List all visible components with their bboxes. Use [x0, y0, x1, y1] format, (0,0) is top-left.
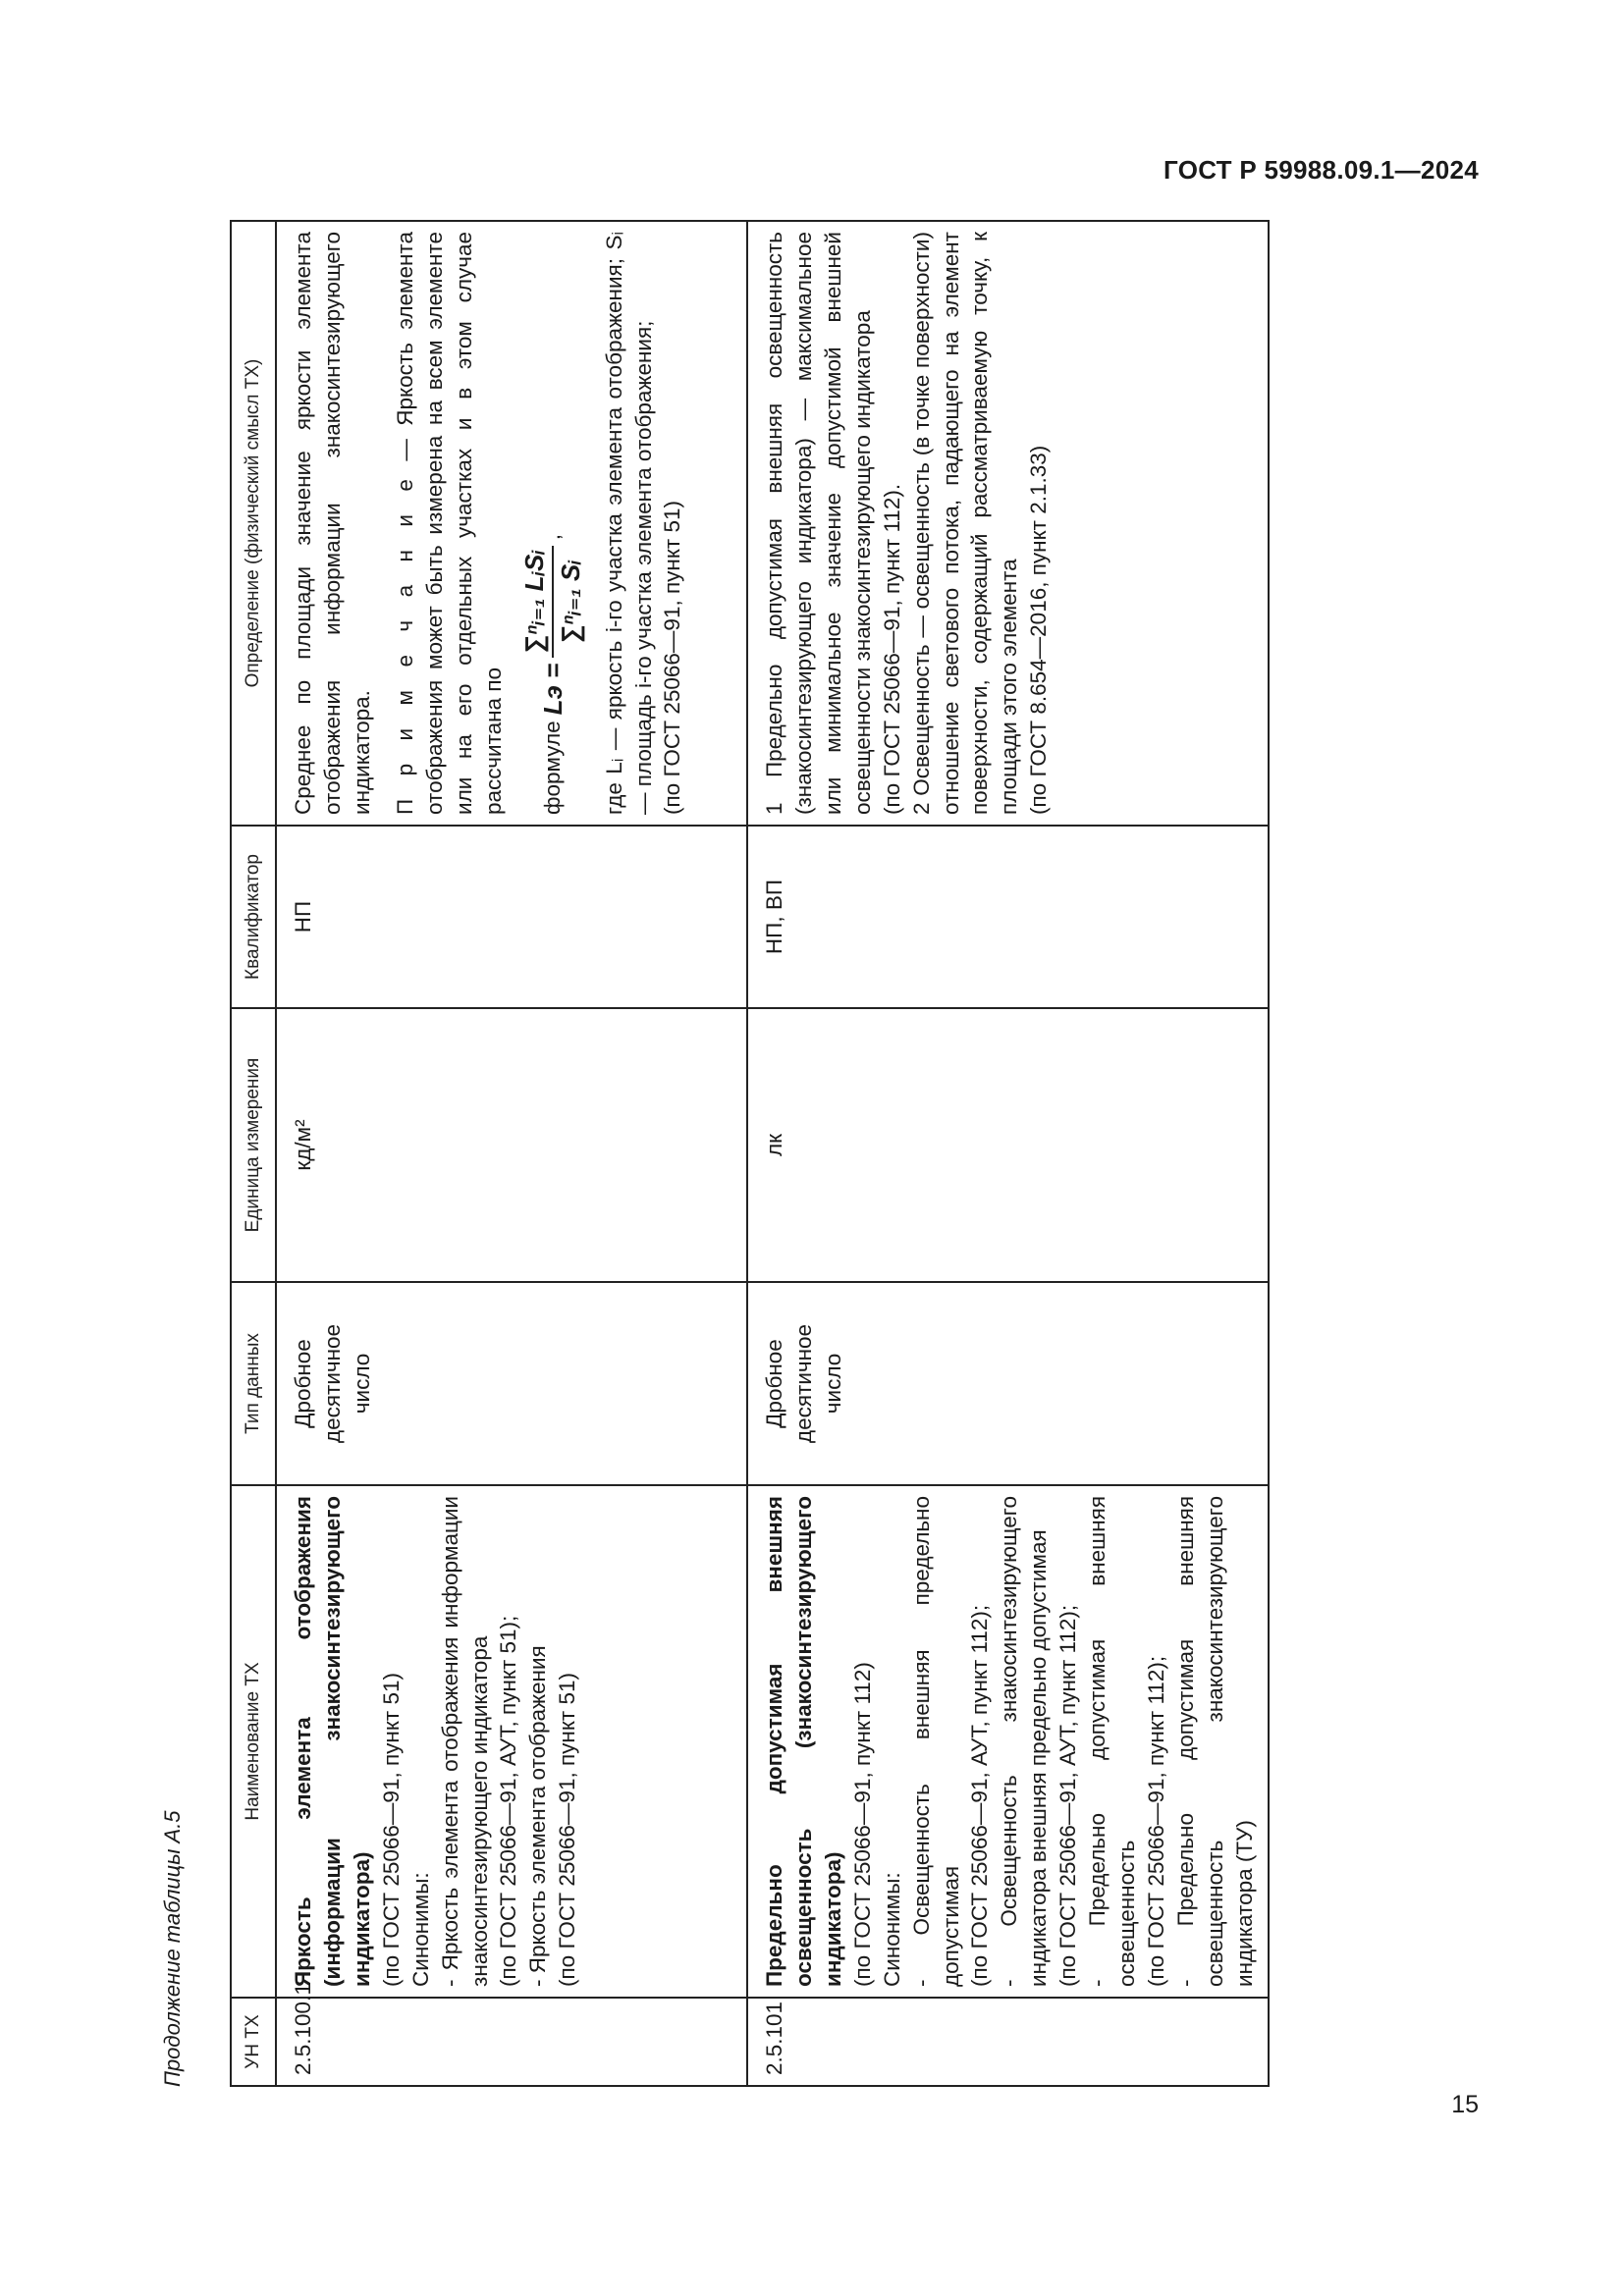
- formula-lhs: Lэ =: [537, 663, 568, 716]
- row-name-line: Синонимы:: [407, 1872, 433, 1987]
- row-data-type: Дробное десятичное число: [747, 1282, 1269, 1485]
- row-unit: лк: [747, 1008, 1269, 1282]
- row-name-line: - Освещенность внешняя предельно допустимая: [908, 1496, 963, 1987]
- row-name: [747, 1485, 1269, 1998]
- table-row: [276, 221, 747, 2086]
- row-qualifier: НП, ВП: [747, 826, 1269, 1008]
- definition-source: (по ГОСТ 25066—91, пункт 51): [660, 501, 685, 815]
- row-name-title: Предельно допустимая внешняя освещенность (знакосинтезирующего индикатора): [762, 1496, 845, 1987]
- row-name-line: - Яркость элемента отображения информации знакосинтезирующего индикатора: [437, 1496, 492, 1987]
- rotated-table-block: [147, 222, 1257, 2087]
- definition-line: 2 Освещенность — освещенность (в точке поверхности) отношение светового потока, падающего на элемент поверхности, содержащий рассматриваемую точку, к площади этого элемента: [908, 232, 1022, 815]
- note-text: — Яркость элемента отображения может быть измерена на всем элементе или на его отдельных участках и в этом случае рассчитана по: [392, 232, 506, 815]
- definition-where: где Lᵢ — яркость i-го участка элемента отображения; Sᵢ — площадь i-го участка элемента отображения;: [601, 232, 656, 815]
- header-definition: Определение (физический смысл ТХ): [231, 221, 276, 826]
- row-name-line: - Яркость элемента отображения: [525, 1645, 551, 1987]
- table-row: [747, 221, 1269, 2086]
- page-number: 15: [1451, 2091, 1479, 2118]
- note-label: П р и м е ч а н и е: [392, 474, 417, 815]
- definition-line: 1 Предельно допустимая внешняя освещенность (знакосинтезирующего индикатора) — максимальное или минимальное значение допустимой внешней освещенности знакосинтезирующего индикатора: [762, 232, 875, 815]
- row-name-line: - Предельно допустимая внешняя освещенность знакосинтезирующего индикатора (ТУ): [1172, 1496, 1257, 1987]
- header-id: УН ТХ: [231, 1998, 276, 2086]
- row-name-line: - Предельно допустимая внешняя освещенность: [1085, 1496, 1140, 1987]
- row-definition: [276, 221, 747, 826]
- definition-note: [391, 232, 509, 815]
- row-id: 2.5.101: [747, 1998, 1269, 2086]
- header-unit: Единица измерения: [231, 1008, 276, 1282]
- luminance-formula: [517, 534, 587, 815]
- row-name-title: Яркость элемента отображения (информации знакосинтезирующего индикатора): [291, 1496, 374, 1987]
- row-name-line: (по ГОСТ 25066—91, АУТ, пункт 112);: [967, 1604, 993, 1987]
- row-name-line: Синонимы:: [879, 1872, 904, 1987]
- row-name-line: (по ГОСТ 25066—91, АУТ, пункт 112);: [1056, 1604, 1081, 1987]
- row-qualifier: НП: [276, 826, 747, 1008]
- row-data-type: Дробное десятичное число: [276, 1282, 747, 1485]
- document-code: ГОСТ Р 59988.09.1—2024: [1164, 155, 1479, 185]
- standards-table: [230, 220, 1270, 2087]
- formula-suffix: ,: [540, 533, 566, 541]
- row-name: [276, 1485, 747, 1998]
- row-name-line: (по ГОСТ 25066—91, пункт 112): [849, 1662, 875, 1987]
- formula-denominator: ∑ⁿᵢ₌₁ Sᵢ: [556, 560, 586, 644]
- formula-numerator: ∑ⁿᵢ₌₁ LᵢSᵢ: [517, 546, 554, 658]
- table-header-row: [231, 221, 276, 2086]
- row-name-line: (по ГОСТ 25066—91, пункт 51): [378, 1673, 404, 1987]
- row-name-line: (по ГОСТ 25066—91, пункт 51): [555, 1673, 580, 1987]
- header-name: Наименование ТХ: [231, 1485, 276, 1998]
- header-qualifier: Квалификатор: [231, 826, 276, 1008]
- row-id: 2.5.100.1: [276, 1998, 747, 2086]
- table-caption: Продолжение таблицы А.5: [160, 1810, 185, 2087]
- formula-prefix: формуле: [540, 721, 566, 815]
- row-name-line: (по ГОСТ 25066—91, пункт 112);: [1143, 1655, 1168, 1987]
- row-unit: кд/м²: [276, 1008, 747, 1282]
- formula-fraction: [517, 546, 587, 658]
- row-name-line: (по ГОСТ 25066—91, АУТ, пункт 51);: [496, 1615, 521, 1987]
- definition-main: Среднее по площади значение яркости элемента отображения информации знакосинтезирующего индикатора.: [291, 232, 374, 815]
- definition-line: (по ГОСТ 25066—91, пункт 112).: [879, 483, 904, 815]
- row-name-line: - Освещенность знакосинтезирующего индикатора внешняя предельно допустимая: [997, 1496, 1052, 1987]
- row-definition: [747, 221, 1269, 826]
- header-data-type: Тип данных: [231, 1282, 276, 1485]
- definition-line: (по ГОСТ 8.654—2016, пункт 2.1.33): [1026, 445, 1052, 815]
